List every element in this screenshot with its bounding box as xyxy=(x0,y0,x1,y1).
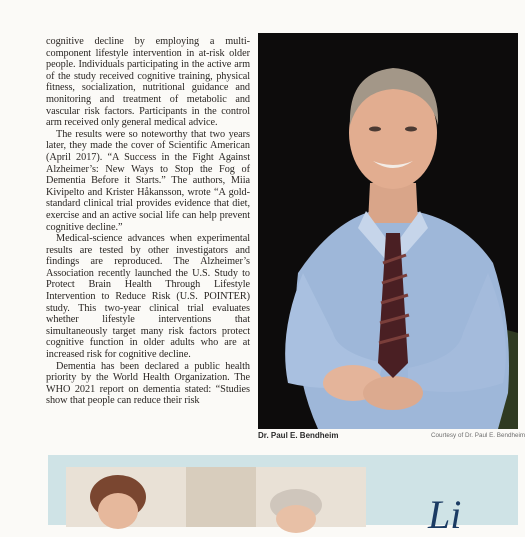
photo-caption-name: Dr. Paul E. Bendheim xyxy=(258,431,339,440)
photo-caption-credit: Courtesy of Dr. Paul E. Bendheim xyxy=(431,432,525,439)
bottom-feature-panel xyxy=(48,455,518,537)
paragraph-2: The results were so noteworthy that two years later, they made the cover of Scientific American (April 2017). “A Success in the Fight Against Alzheimer’s: New Ways to Stop the Fog of Dementia Before it Starts.” The authors, Miia Kivipelto and Krister Håkansson, wrote “A gold-standard clinical trial provides evidence that diet, exercise and an active social life can help prevent cognitive decline.” xyxy=(46,128,250,233)
paragraph-3: Medical-science advances when experimental results are tested by other investigators and findings are reproduced. The Alzheimer’s Association recently launched the U.S. Study to Protect Brain Health Through Lifestyle Intervention to Reduce Risk (U.S. POINTER) study. This two-year clinical trial evaluates whether lifestyle interventions that simultaneously target many risk factors protect cognitive function in older adults who are at increased risk for cognitive decline. xyxy=(46,233,250,361)
panel-heading: Li xyxy=(428,492,462,537)
inset-photo xyxy=(66,467,366,527)
portrait-photo xyxy=(258,33,518,429)
paragraph-1: cognitive decline by employing a multi-component lifestyle intervention in at-risk older people. Individuals participating in the active arm of the study received cognitive training, physical fitness, socialization, nutritional guidance and monitoring and treatment of metabolic and vascular risk factors. Participants in the control arm received only general medical advice. xyxy=(46,36,250,129)
paragraph-4: Dementia has been declared a public health priority by the World Health Organization. The WHO 2021 report on dementia stated: “Studies show that people can reduce their risk xyxy=(46,360,250,407)
article-column xyxy=(46,36,250,407)
